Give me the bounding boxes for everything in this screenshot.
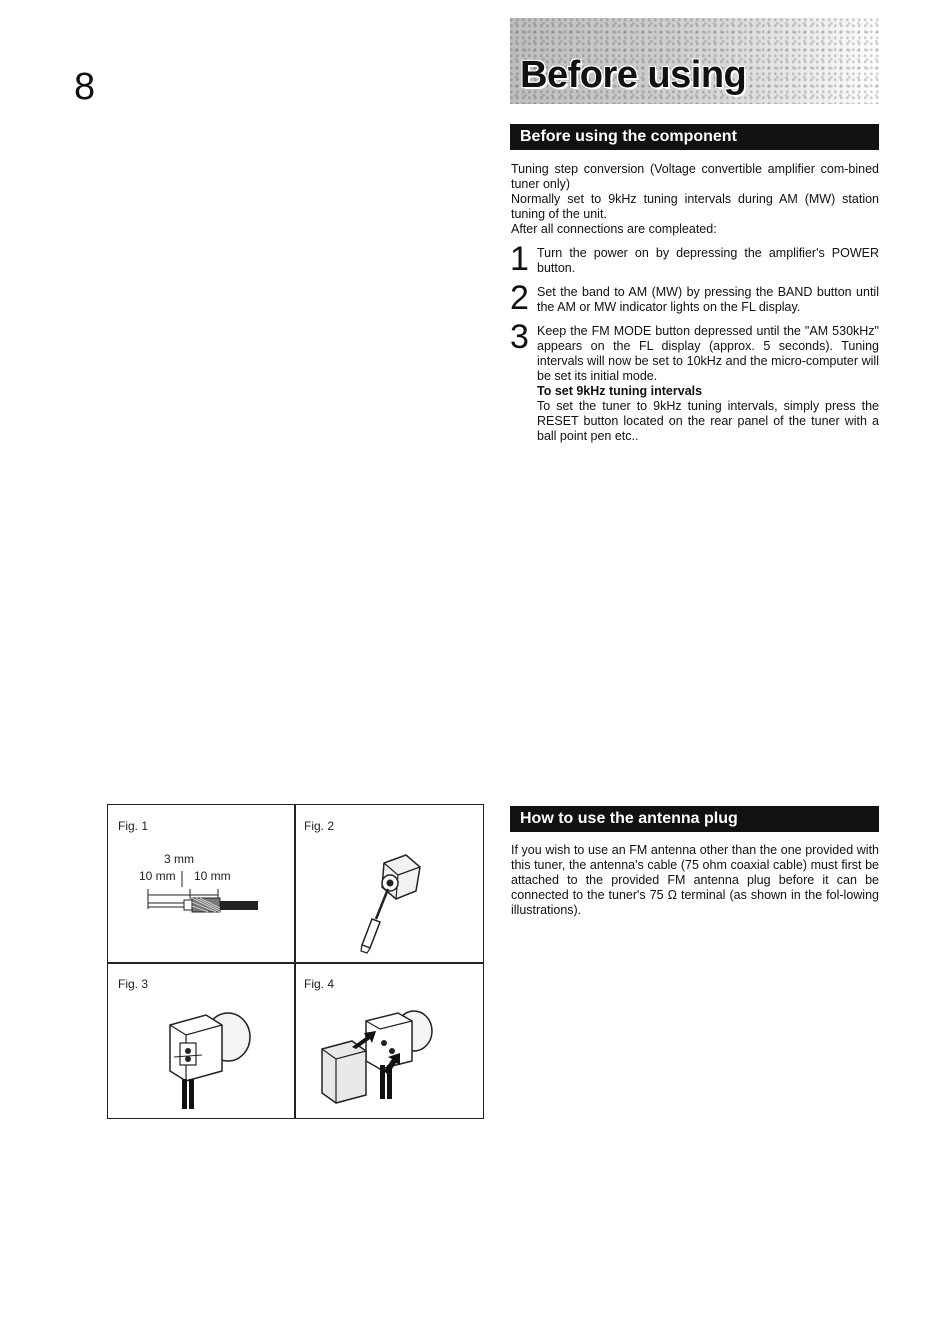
step-description: Set the band to AM (MW) by pressing the BAND button until the AM or MW indicator lights on the FL display. <box>537 285 879 314</box>
fig2-label: Fig. 2 <box>304 819 335 833</box>
fig1-dim-top: 3 mm <box>164 852 194 866</box>
plug-open-diagram <box>158 1001 258 1111</box>
intro-line: Tuning step conversion (Voltage convertible amplifier com-bined tuner only) <box>511 162 879 191</box>
step-subheading: To set 9kHz tuning intervals <box>537 384 703 398</box>
intro-line: Normally set to 9kHz tuning intervals during AM (MW) station tuning of the unit. <box>511 192 879 221</box>
fig3-label: Fig. 3 <box>118 977 149 991</box>
step-number: 3 <box>510 318 529 356</box>
banner-title: Before using <box>520 54 747 96</box>
step-description: Keep the FM MODE button depressed until the "AM 530kHz" appears on the FL display (approx. 5 seconds). Tuning intervals will now be set to 10kHz and the micro-computer will be set its initial mode. <box>537 324 879 383</box>
step-text <box>537 246 879 276</box>
page-banner <box>510 18 880 104</box>
fig1-label: Fig. 1 <box>118 819 149 833</box>
step-number: 2 <box>510 279 529 317</box>
page-number: 8 <box>74 66 96 108</box>
step-text <box>537 285 879 315</box>
section-heading-antenna-plug: How to use the antenna plug <box>510 806 879 832</box>
intro-line: After all connections are compleated: <box>511 222 717 236</box>
grid-divider-horizontal <box>108 962 483 964</box>
fig4-label: Fig. 4 <box>304 977 335 991</box>
coax-cable-diagram <box>138 865 268 920</box>
plug-assembly-diagram <box>306 1001 446 1116</box>
step-number: 1 <box>510 240 529 278</box>
section-heading-before-using: Before using the component <box>510 124 879 150</box>
step-subtext: To set the tuner to 9kHz tuning intervals, simply press the RESET button located on the rear panel of the tuner with a ball point pen etc.. <box>537 399 879 443</box>
intro-text <box>511 162 879 237</box>
step-description: Turn the power on by depressing the amplifier's POWER button. <box>537 246 879 275</box>
antenna-text <box>511 843 879 918</box>
figure-grid <box>107 804 484 1119</box>
step-text <box>537 324 879 444</box>
fig1-dim-right: 10 mm <box>194 869 231 883</box>
antenna-description: If you wish to use an FM antenna other than the one provided with this tuner, the antenna's cable (75 ohm coaxial cable) must first be attached to the provided FM antenna plug before it can be connected to the tuner's 75 Ω terminal (as shown in the fol-lowing illustrations). <box>511 843 879 917</box>
plug-screwdriver-diagram <box>348 849 438 954</box>
fig1-dim-left: 10 mm <box>139 869 176 883</box>
